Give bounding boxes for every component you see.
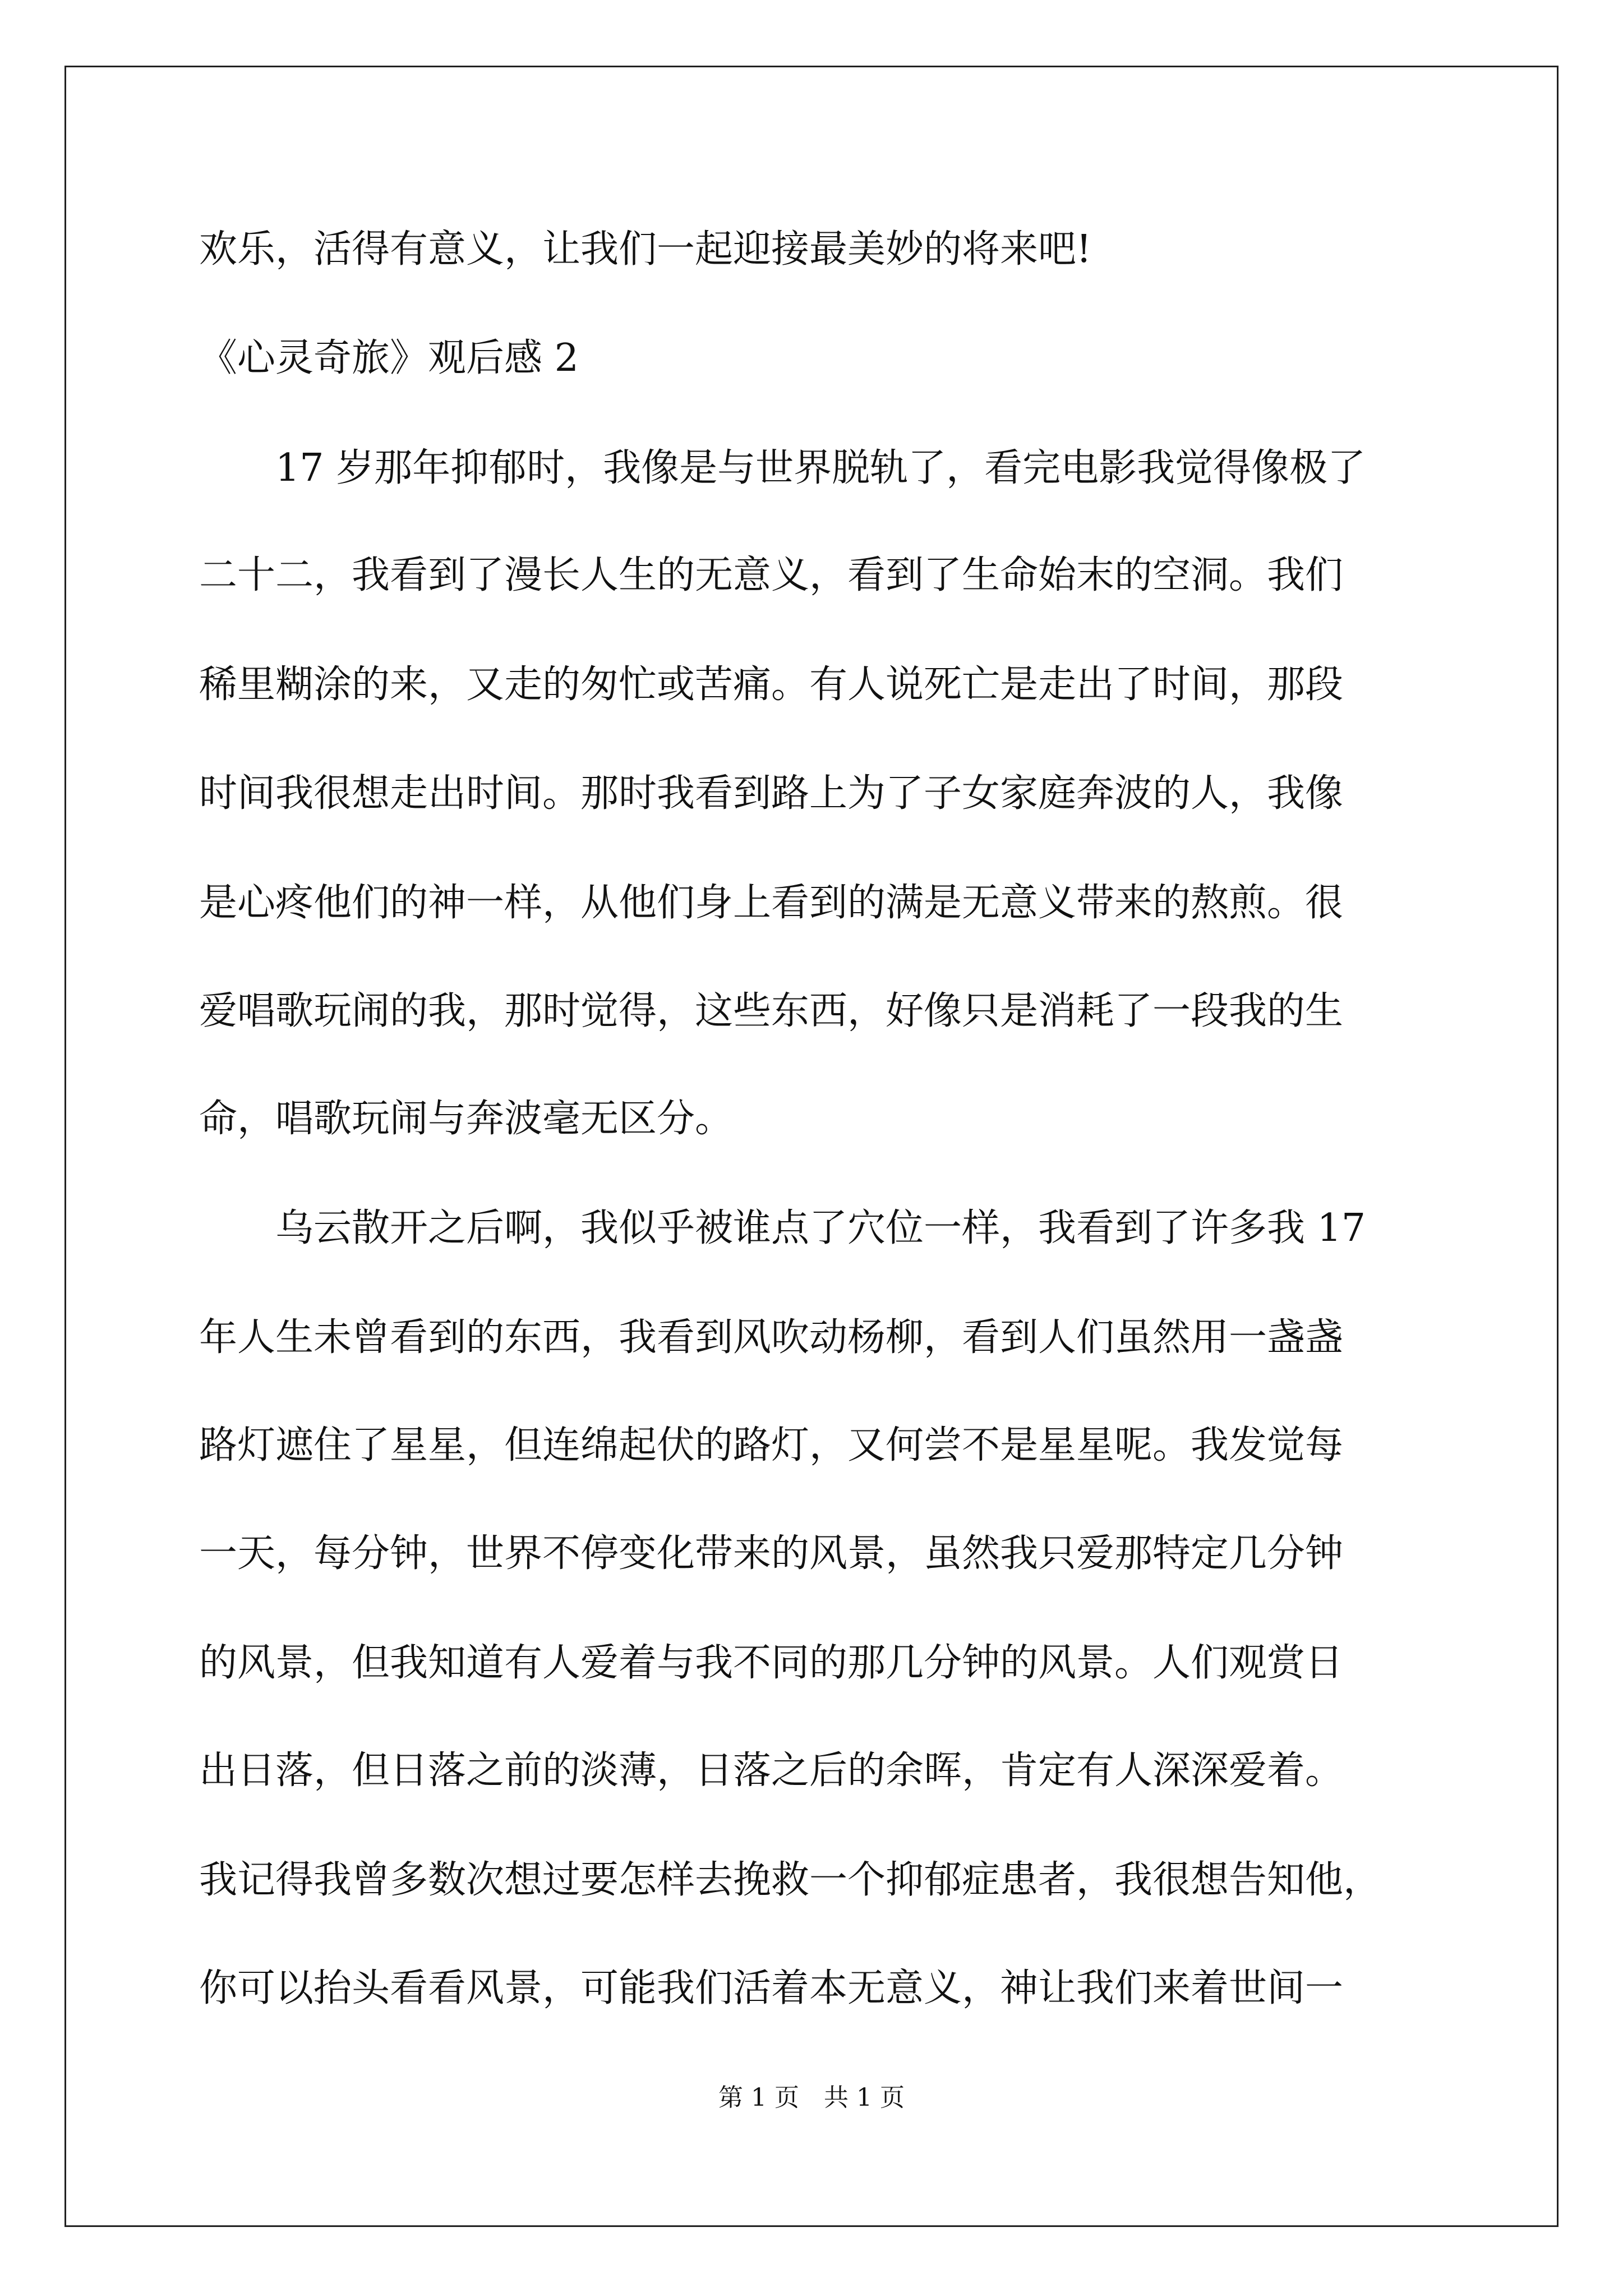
text-line: 17 岁那年抑郁时，我像是与世界脱轨了，看完电影我觉得像极了	[199, 446, 1366, 490]
text-line: 稀里糊涂的来，又走的匆忙或苦痛。有人说死亡是走出了时间，那段	[199, 662, 1344, 707]
text-line: 路灯遮住了星星，但连绵起伏的路灯，又何尝不是星星呢。我发觉每	[199, 1423, 1344, 1467]
page-number-footer: 第 1 页 共 1 页	[718, 2083, 905, 2112]
text-line: 欢乐，活得有意义，让我们一起迎接最美妙的将来吧!	[199, 227, 1092, 272]
text-line: 的风景，但我知道有人爱着与我不同的那几分钟的风景。人们观赏日	[199, 1641, 1344, 1685]
text-line: 命，唱歌玩闹与奔波毫无区分。	[199, 1097, 734, 1141]
text-line: 时间我很想走出时间。那时我看到路上为了子女家庭奔波的人，我像	[199, 771, 1344, 816]
text-line: 是心疼他们的神一样，从他们身上看到的满是无意义带来的熬煎。很	[199, 881, 1344, 925]
text-line: 出日落，但日落之前的淡薄，日落之后的余晖，肯定有人深深爱着。	[199, 1749, 1344, 1793]
text-line: 爱唱歌玩闹的我，那时觉得，这些东西，好像只是消耗了一段我的生	[199, 989, 1344, 1033]
text-line: 乌云散开之后啊，我似乎被谁点了穴位一样，我看到了许多我 17	[199, 1206, 1366, 1250]
section-heading: 《心灵奇旅》观后感 2	[199, 336, 579, 380]
text-line: 你可以抬头看看风景，可能我们活着本无意义，神让我们来着世间一	[199, 1966, 1344, 2010]
text-line: 一天，每分钟，世界不停变化带来的风景，虽然我只爱那特定几分钟	[199, 1531, 1344, 1576]
text-line: 我记得我曾多数次想过要怎样去挽救一个抑郁症患者，我很想告知他，	[199, 1858, 1382, 1902]
text-line: 年人生未曾看到的东西，我看到风吹动杨柳，看到人们虽然用一盏盏	[199, 1315, 1344, 1360]
text-line: 二十二，我看到了漫长人生的无意义，看到了生命始末的空洞。我们	[199, 553, 1344, 597]
